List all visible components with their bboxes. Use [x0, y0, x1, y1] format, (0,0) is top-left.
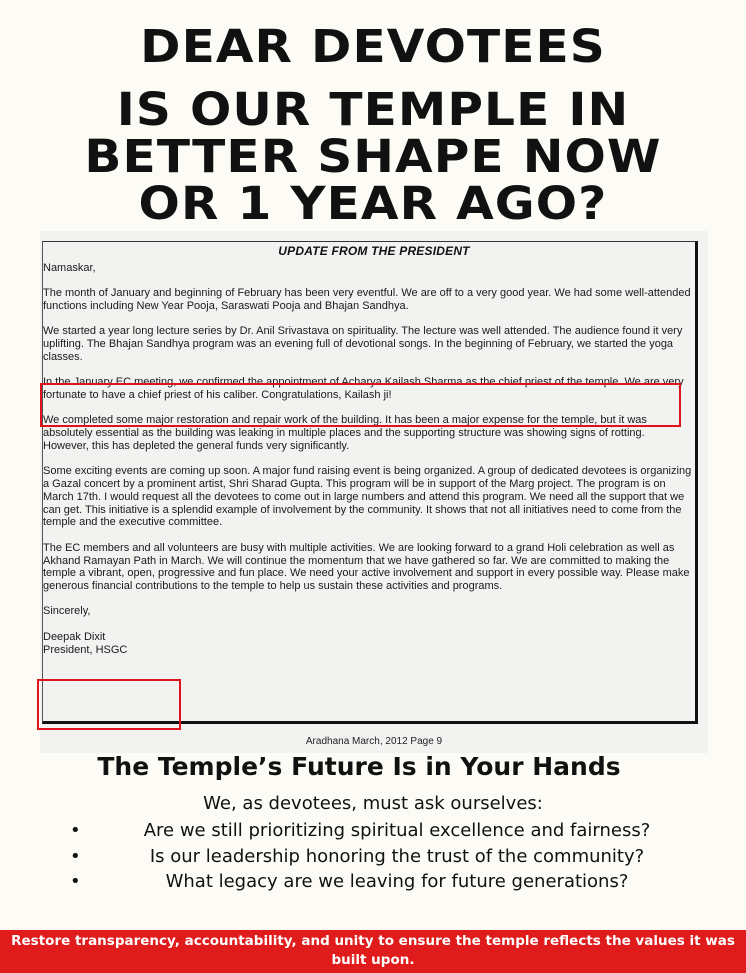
question-list	[70, 818, 710, 895]
question-text: Are we still prioritizing spiritual excellence and fairness?	[143, 820, 651, 841]
letter-paragraph-ec-meeting: In the January EC meeting, we confirmed the appointment of Acharya Kailash Sharma as the chief priest of the temple. We are very fortunate to have a chief priest of his caliber. Congratulations, Kailash ji!	[43, 376, 684, 402]
bullet-icon: •	[70, 820, 81, 841]
footer-banner	[0, 930, 746, 973]
footer-banner-text: Restore transparency, accountability, and unity to ensure the temple reflects the values it was built upon.	[11, 933, 735, 968]
list-item	[70, 844, 710, 870]
letter-greeting: Namaskar,	[43, 262, 96, 274]
letter-closing: Sincerely,	[43, 605, 91, 618]
callout-subhead: The Temple’s Future Is in Your Hands	[97, 752, 621, 781]
letter-paragraph: The month of January and beginning of February has been very eventful. We are off to a very good year. We had some well-attended functions including New Year Pooja, Saraswati Pooja and Bhajan Sandhya.	[43, 287, 691, 313]
letter-paragraph: The EC members and all volunteers are busy with multiple activities. We are looking forward to a grand Holi celebration as well as Akhand Ramayan Path in March. We will continue the momentum that we have gathered so far. We are committed to making the temple a vibrant, open, progressive and fun place. We need your active involvement and support in every possible way. Please make generous financial contributions to the temple to help us sustain these activities and programs.	[43, 541, 690, 593]
letter-body	[43, 262, 693, 656]
bullet-icon: •	[70, 871, 81, 892]
letter-paragraph: We started a year long lecture series by Dr. Anil Srivastava on spirituality. The lecture was well attended. The audience found it very uplifting. The Bhajan Sandhya program was an evening full of devotional songs. In the beginning of February, we started the yoga classes.	[43, 325, 683, 363]
newsletter-scan	[40, 231, 708, 753]
question-text: Is our leadership honoring the trust of the community?	[149, 845, 645, 867]
headline-line: DEAR DEVOTEES	[140, 20, 606, 73]
list-item	[70, 869, 710, 895]
headline-line: BETTER SHAPE NOW	[84, 130, 662, 183]
bullet-icon: •	[70, 845, 81, 867]
page-note: Aradhana March, 2012 Page 9	[305, 736, 443, 747]
question-text: What legacy are we leaving for future generations?	[165, 871, 629, 892]
headline-line: OR 1 YEAR AGO?	[138, 177, 608, 230]
list-item	[70, 818, 710, 844]
newsletter-title: UPDATE FROM THE PRESIDENT	[278, 244, 470, 258]
callout-intro: We, as devotees, must ask ourselves:	[203, 793, 543, 814]
signature-name: Deepak Dixit	[43, 630, 106, 643]
signature-title: President, HSGC	[43, 643, 128, 656]
letter-paragraph: Some exciting events are coming up soon. A major fund raising event is being organized. A group of dedicated devotees is organizing a Gazal concert by a prominent artist, Shri Sharad Gupta. This program will be in support of the Marg project. The program is on March 17th. I would request all the devotees to come out in large numbers and attend this program. We need all the support that we can get. This initiative is a splendid example of involvement by the community. It shows that not all initiatives need to come from the temple and the executive committee.	[43, 465, 692, 529]
headline-line: IS OUR TEMPLE IN	[116, 83, 630, 136]
letter-paragraph: We completed some major restoration and repair work of the building. It has been a major expense for the temple, but it was absolutely essential as the building was leaking in multiple places and the supporting structure was showing signs of rotting. However, this has depleted the general funds very significantly.	[43, 414, 647, 452]
